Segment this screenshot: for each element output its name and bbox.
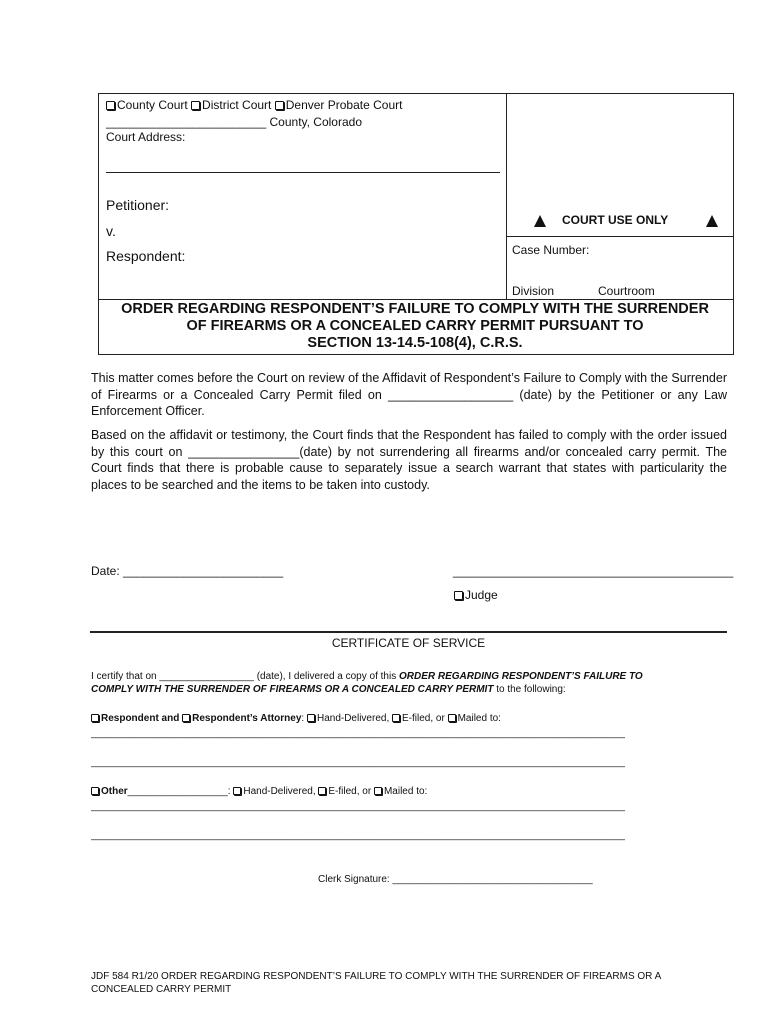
- other-mailed-option[interactable]: Mailed to:: [374, 786, 427, 797]
- checkbox-icon[interactable]: [318, 787, 326, 795]
- order-title-line-3: SECTION 13-14.5-108(4), C.R.S.: [307, 335, 523, 351]
- checkbox-icon[interactable]: [307, 714, 315, 722]
- checkbox-icon[interactable]: [191, 101, 200, 110]
- checkbox-icon[interactable]: [106, 101, 115, 110]
- checkbox-icon[interactable]: [233, 787, 241, 795]
- other-option[interactable]: Other__________________:: [91, 786, 231, 797]
- certificate-divider: [90, 631, 727, 633]
- other-address-line-2[interactable]: ________________________________________________________________________________________________: [91, 830, 625, 841]
- certificate-heading: CERTIFICATE OF SERVICE: [331, 636, 486, 650]
- date-line[interactable]: ________________________: [123, 564, 284, 578]
- certificate-order-name-2: COMPLY WITH THE SURRENDER OF FIREARMS OR A CONCEALED CARRY PERMIT: [91, 684, 494, 695]
- checkbox-icon[interactable]: [182, 714, 190, 722]
- attorney-option[interactable]: Respondent’s Attorney:: [182, 713, 304, 724]
- respondent-option[interactable]: Respondent and: [91, 713, 179, 724]
- other-service-row: [91, 785, 427, 798]
- order-title-line-2: OF FIREARMS OR A CONCEALED CARRY PERMIT PURSUANT TO: [186, 318, 644, 334]
- form-footer: [91, 970, 731, 996]
- footer-line-1: JDF 584 R1/20 ORDER REGARDING RESPONDENT’S FAILURE TO COMPLY WITH THE SURRENDER OF FIREARMS OR A: [91, 971, 662, 982]
- judge-signature-line[interactable]: __________________________________________: [453, 564, 734, 578]
- body-paragraph-1: This matter comes before the Court on review of the Affidavit of Respondent’s Failure to Comply with the Surrender of Firearms or a Concealed Carry Permit filed on __________________ (date) by the Petitioner or any Law Enforcement Officer.: [91, 371, 727, 418]
- title-divider: [98, 299, 733, 300]
- checkbox-icon[interactable]: [374, 787, 382, 795]
- court-address-label: Court Address:: [106, 130, 186, 144]
- court-use-divider: [506, 236, 733, 237]
- judge-label: Judge: [465, 588, 498, 602]
- triangle-up-icon: [534, 215, 546, 227]
- respondent-address-line-2[interactable]: ________________________________________________________________________________________________: [91, 757, 625, 768]
- judge-option[interactable]: [454, 588, 498, 603]
- checkbox-icon[interactable]: [91, 714, 99, 722]
- court-options: [106, 98, 402, 113]
- date-label: Date:: [91, 564, 120, 578]
- checkbox-icon[interactable]: [275, 101, 284, 110]
- date-field[interactable]: [91, 564, 283, 579]
- respondent-service-row: [91, 712, 501, 725]
- court-address-line[interactable]: [106, 172, 500, 173]
- footer-line-2: CONCEALED CARRY PERMIT: [91, 984, 232, 995]
- certificate-order-name-1: ORDER REGARDING RESPONDENT’S FAILURE TO: [398, 671, 643, 682]
- court-use-only-label: COURT USE ONLY: [562, 213, 669, 227]
- denver-probate-option[interactable]: Denver Probate Court: [275, 98, 403, 112]
- clerk-signature-label: Clerk Signature:: [318, 874, 390, 885]
- checkbox-icon[interactable]: [91, 787, 99, 795]
- county-court-option[interactable]: County Court: [106, 98, 188, 112]
- checkbox-icon[interactable]: [454, 591, 463, 600]
- efiled-option[interactable]: E-filed, or: [392, 713, 445, 724]
- certificate-text-pre: I certify that on _________________ (date), I delivered a copy of this: [91, 671, 399, 682]
- other-line[interactable]: __________________:: [127, 786, 231, 797]
- caption-divider: [506, 93, 507, 299]
- order-title: [100, 301, 730, 352]
- hand-delivered-option[interactable]: Hand-Delivered,: [307, 713, 389, 724]
- checkbox-icon[interactable]: [448, 714, 456, 722]
- other-address-line-1[interactable]: ________________________________________________________________________________________________: [91, 801, 625, 812]
- triangle-up-icon: [706, 215, 718, 227]
- versus-label: v.: [106, 223, 116, 239]
- clerk-signature-field[interactable]: [318, 873, 593, 886]
- certificate-text-post: to the following:: [493, 684, 566, 695]
- petitioner-label: Petitioner:: [106, 197, 170, 213]
- courtroom-label: Courtroom: [598, 284, 655, 298]
- respondent-address-line-1[interactable]: ________________________________________________________________________________________________: [91, 728, 625, 739]
- certificate-text: [91, 670, 731, 696]
- other-efiled-option[interactable]: E-filed, or: [318, 786, 371, 797]
- order-title-line-1: ORDER REGARDING RESPONDENT’S FAILURE TO COMPLY WITH THE SURRENDER: [121, 301, 709, 317]
- county-line[interactable]: ________________________ County, Colorado: [106, 115, 363, 129]
- checkbox-icon[interactable]: [392, 714, 400, 722]
- body-paragraph-2: Based on the affidavit or testimony, the Court finds that the Respondent has failed to comply with the order issued by this court on ________________(date) by not surrendering all firearms and/or concealed carry permit. The Court finds that there is probable cause to separately issue a search warrant that states with particularity the places to be searched and the items to be taken into custody.: [91, 428, 727, 492]
- district-court-option[interactable]: District Court: [191, 98, 271, 112]
- mailed-option[interactable]: Mailed to:: [448, 713, 501, 724]
- other-hand-delivered-option[interactable]: Hand-Delivered,: [233, 786, 315, 797]
- respondent-label: Respondent:: [106, 248, 186, 264]
- division-label: Division: [512, 284, 555, 298]
- case-number-label: Case Number:: [512, 243, 590, 257]
- clerk-signature-line[interactable]: ____________________________________: [392, 874, 593, 885]
